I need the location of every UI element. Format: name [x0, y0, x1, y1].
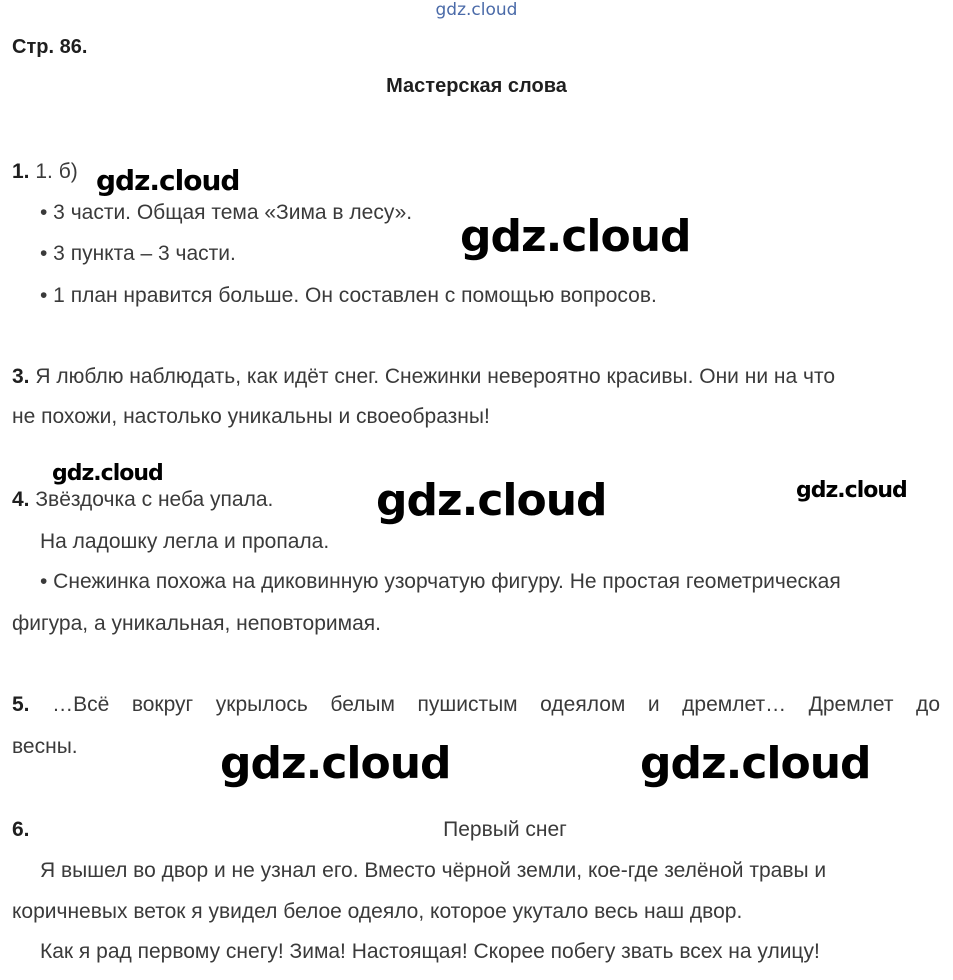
task-4-number: 4. [12, 488, 30, 511]
task-1-line-1 [12, 160, 78, 184]
task-4-line-2: На ладошку легла и пропала. [40, 530, 330, 553]
watermark: gdz.cloud [52, 461, 163, 486]
watermark: gdz.cloud [640, 738, 871, 789]
task-4-text-1: Звёздочка с неба упала. [29, 488, 274, 511]
task-6-line-2: коричневых веток я увидел белое одеяло, которое укутало весь наш двор. [12, 900, 743, 923]
task-1-answer: 1. б) [29, 160, 78, 183]
task-3-number: 3. [12, 365, 30, 388]
task-5-line-2: весны. [12, 735, 78, 758]
watermark: gdz.cloud [796, 478, 907, 503]
task-3-line-2: не похожи, настолько уникальны и своеобразны! [12, 405, 490, 428]
watermark: gdz.cloud [220, 738, 451, 789]
watermark: gdz.cloud [376, 475, 607, 526]
task-5-text-1: …Всё вокруг укрылось белым пушистым одеялом и дремлет… Дремлет до [29, 693, 940, 716]
task-4-line-3: • Снежинка похожа на диковинную узорчатую фигуру. Не простая геометрическая [40, 570, 841, 593]
page-title: Мастерская слова [386, 75, 567, 97]
task-4-line-4: фигура, а уникальная, неповторимая. [12, 612, 381, 635]
task-5-line-1 [12, 693, 940, 717]
task-6-line-1: Я вышел во двор и не узнал его. Вместо чёрной земли, кое-где зелёной травы и [40, 859, 827, 882]
task-1-bullet-3: • 1 план нравится больше. Он составлен с помощью вопросов. [40, 284, 657, 307]
task-3-line-1 [12, 365, 835, 389]
task-4-line-1 [12, 488, 273, 512]
top-watermark: gdz.cloud [435, 0, 518, 20]
task-3-text-1: Я люблю наблюдать, как идёт снег. Снежинки невероятно красивы. Они ни на что [29, 365, 836, 388]
task-1-number: 1. [12, 160, 30, 183]
task-6-title: Первый снег [443, 818, 567, 841]
task-6-number: 6. [12, 818, 30, 841]
task-1-bullet-2: • 3 пункта – 3 части. [40, 242, 236, 265]
task-6-line-3: Как я рад первому снегу! Зима! Настоящая! Скорее побегу звать всех на улицу! [40, 940, 820, 963]
task-1-bullet-1: • 3 части. Общая тема «Зима в лесу». [40, 201, 413, 224]
watermark: gdz.cloud [460, 211, 691, 262]
task-5-number: 5. [12, 693, 30, 716]
page-number: Стр. 86. [12, 36, 88, 58]
watermark: gdz.cloud [96, 164, 240, 197]
